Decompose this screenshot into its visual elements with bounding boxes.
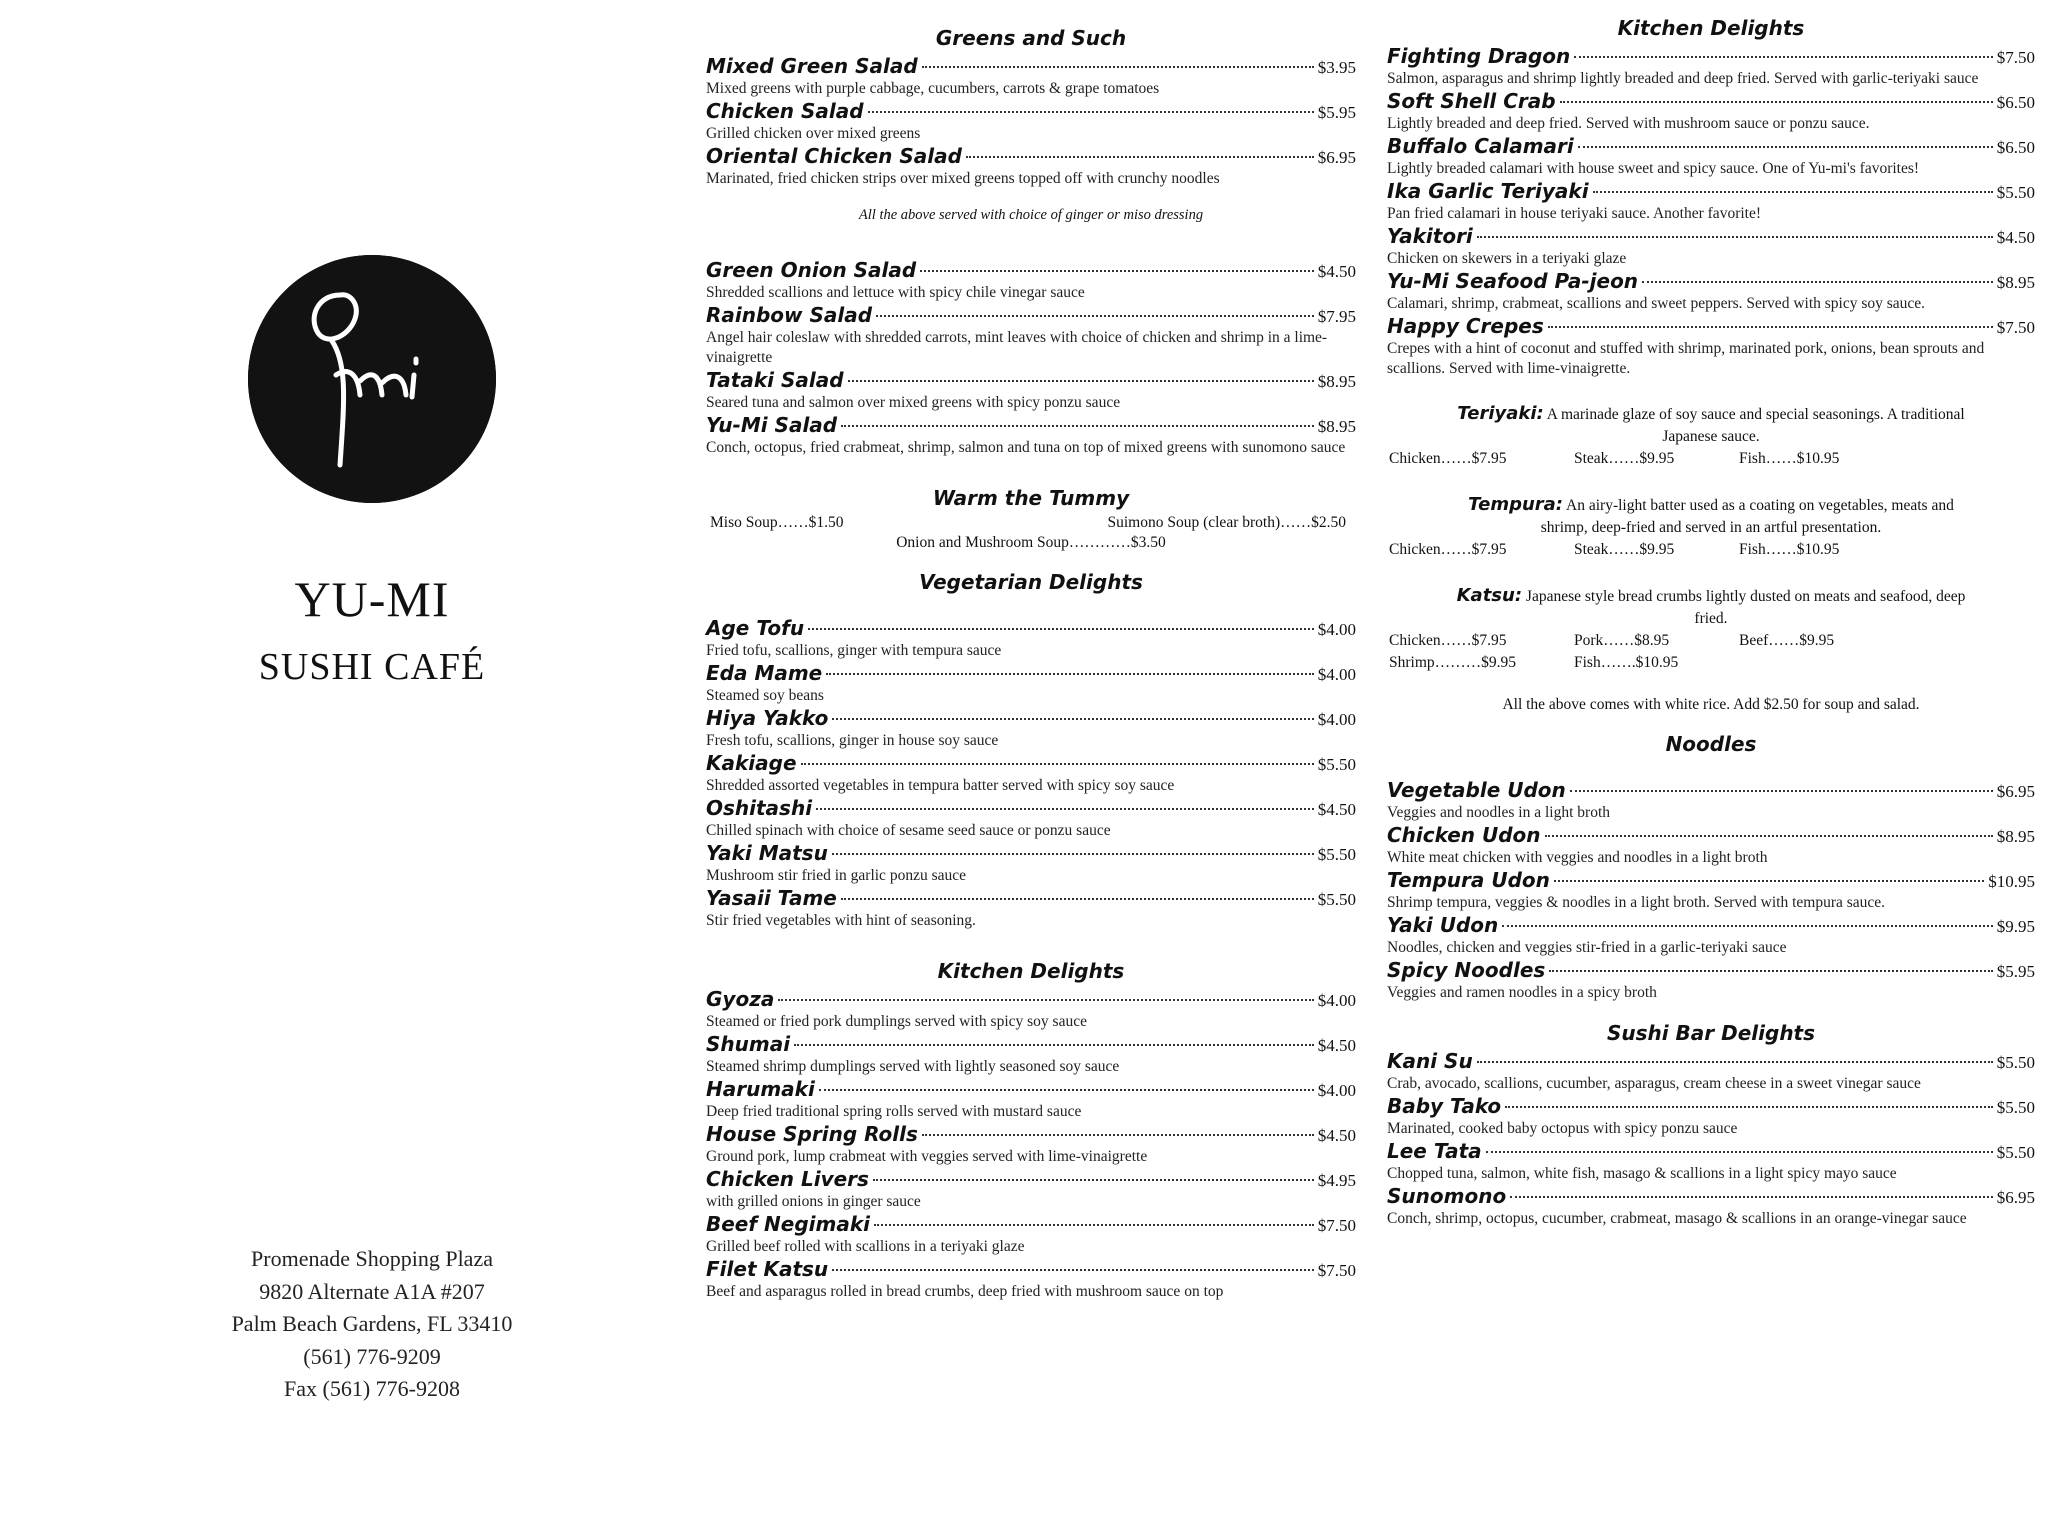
dot-leader: [1578, 146, 1993, 148]
menu-item-name: Rainbow Salad: [706, 303, 873, 327]
tempura-block: [1387, 494, 2035, 561]
dot-leader: [1560, 101, 1993, 103]
menu-item-description: Noodles, chicken and veggies stir-fried in a garlic-teriyaki sauce: [1387, 939, 1787, 956]
menu-item-name: Hiya Yakko: [706, 706, 829, 730]
menu-item-price: $8.95: [1317, 417, 1356, 436]
menu-item-name: Shumai: [706, 1032, 791, 1056]
dot-leader: [874, 1224, 1314, 1226]
dot-leader: [848, 380, 1314, 382]
menu-item-name: Chicken Udon: [1387, 823, 1541, 847]
tempura-steak: Steak……$9.95: [1574, 541, 1675, 558]
tempura-desc: An airy-light batter used as a coating on vegetables, meats and shrimp, deep-fried and served in an artful presentation.: [1540, 497, 1954, 536]
menu-item-price: $8.95: [1317, 372, 1356, 391]
menu-item: [706, 706, 1356, 751]
dot-leader: [1505, 1106, 1993, 1108]
menu-item: [706, 144, 1356, 189]
dot-leader: [832, 1269, 1314, 1271]
menu-item: [1387, 913, 2035, 958]
menu-item-description: Conch, octopus, fried crabmeat, shrimp, salmon and tuna on top of mixed greens with sunomono sauce: [706, 439, 1346, 456]
menu-item-price: $4.50: [1317, 800, 1356, 819]
dot-leader: [876, 315, 1314, 317]
menu-item-name: Yasaii Tame: [706, 886, 837, 910]
menu-item-price: $4.00: [1317, 1081, 1356, 1100]
menu-item-price: $6.95: [1317, 148, 1356, 167]
menu-item-description: Marinated, cooked baby octopus with spicy ponzu sauce: [1387, 1120, 1738, 1137]
menu-item-name: House Spring Rolls: [706, 1122, 918, 1146]
menu-item: [1387, 1184, 2035, 1229]
menu-item-name: Spicy Noodles: [1387, 958, 1546, 982]
menu-item-price: $4.00: [1317, 991, 1356, 1010]
menu-item-price: $4.50: [1317, 1036, 1356, 1055]
menu-item-price: $5.95: [1317, 103, 1356, 122]
dot-leader: [966, 156, 1314, 158]
menu-right-column: [1387, 0, 2035, 1508]
menu-item-name: Vegetable Udon: [1387, 778, 1566, 802]
menu-item-name: Filet Katsu: [706, 1257, 829, 1281]
menu-item-name: Sunomono: [1387, 1184, 1507, 1208]
katsu-chicken: Chicken……$7.95: [1389, 632, 1507, 649]
menu-item: [706, 796, 1356, 841]
menu-item: [1387, 958, 2035, 1003]
menu-item-name: Eda Mame: [706, 661, 823, 685]
menu-item: [706, 258, 1356, 303]
teriyaki-chicken: Chicken……$7.95: [1389, 450, 1507, 467]
menu-item-description: Lightly breaded and deep fried. Served with mushroom sauce or ponzu sauce.: [1387, 115, 1870, 132]
menu-item-price: $4.00: [1317, 665, 1356, 684]
dot-leader: [841, 898, 1314, 900]
restaurant-name: YU-MI: [294, 571, 450, 627]
menu-item-description: Steamed shrimp dumplings served with lightly seasoned soy sauce: [706, 1058, 1120, 1075]
dot-leader: [826, 673, 1314, 675]
menu-item: [706, 841, 1356, 886]
menu-item-price: $4.95: [1317, 1171, 1356, 1190]
dot-leader: [922, 1134, 1314, 1136]
menu-item-description: Steamed or fried pork dumplings served with spicy soy sauce: [706, 1013, 1087, 1030]
menu-item-price: $5.50: [1317, 890, 1356, 909]
dot-leader: [1570, 790, 1993, 792]
dot-leader: [1502, 925, 1992, 927]
menu-item-price: $6.50: [1996, 93, 2035, 112]
menu-item-name: Happy Crepes: [1387, 314, 1544, 338]
menu-item: [1387, 269, 2035, 314]
menu-item-description: Deep fried traditional spring rolls served with mustard sauce: [706, 1103, 1082, 1120]
menu-item-description: Pan fried calamari in house teriyaki sauce. Another favorite!: [1387, 205, 1762, 222]
menu-item-price: $4.00: [1317, 710, 1356, 729]
menu-item-price: $8.95: [1996, 827, 2035, 846]
katsu-fish: Fish…….$10.95: [1574, 654, 1679, 671]
menu-item-name: Beef Negimaki: [706, 1212, 871, 1236]
menu-item-name: Buffalo Calamari: [1387, 134, 1574, 158]
dot-leader: [832, 718, 1313, 720]
menu-item-description: Crepes with a hint of coconut and stuffed with shrimp, marinated pork, onions, bean sprouts and scallions. Served with lime-vinaigrette.: [1387, 340, 1985, 377]
dot-leader: [1486, 1151, 1993, 1153]
menu-item-description: Shrimp tempura, veggies & noodles in a light broth. Served with tempura sauce.: [1387, 894, 1886, 911]
dressing-note: All the above served with choice of ginger or miso dressing: [858, 207, 1204, 223]
dot-leader: [778, 999, 1313, 1001]
menu-item-price: $7.50: [1996, 318, 2035, 337]
menu-item-price: $7.95: [1317, 307, 1356, 326]
menu-item-description: Fried tofu, scallions, ginger with tempura sauce: [706, 642, 1002, 659]
dot-leader: [1642, 281, 1993, 283]
menu-item-name: Age Tofu: [706, 616, 805, 640]
menu-item-name: Kakiage: [706, 751, 797, 775]
teriyaki-label: Teriyaki:: [1457, 403, 1544, 424]
menu-item-price: $6.95: [1996, 782, 2035, 801]
menu-item-price: $6.95: [1996, 1188, 2035, 1207]
tempura-label: Tempura:: [1468, 494, 1563, 515]
menu-item-description: Chilled spinach with choice of sesame seed sauce or ponzu sauce: [706, 822, 1111, 839]
katsu-block: [1387, 585, 2035, 674]
menu-item: [706, 303, 1356, 368]
menu-item-description: Fresh tofu, scallions, ginger in house soy sauce: [706, 732, 999, 749]
menu-item: [706, 413, 1356, 458]
menu-item-description: Crab, avocado, scallions, cucumber, asparagus, cream cheese in a sweet vinegar sauce: [1387, 1075, 1921, 1092]
menu-item-description: Seared tuna and salmon over mixed greens with spicy ponzu sauce: [706, 394, 1121, 411]
menu-item-description: Grilled beef rolled with scallions in a teriyaki glaze: [706, 1238, 1025, 1255]
menu-item-price: $5.50: [1996, 1098, 2035, 1117]
tempura-chicken: Chicken……$7.95: [1389, 541, 1507, 558]
dot-leader: [873, 1179, 1314, 1181]
menu-item: [706, 886, 1356, 931]
menu-item: [706, 368, 1356, 413]
menu-item-price: $4.50: [1996, 228, 2035, 247]
menu-item-name: Soft Shell Crab: [1387, 89, 1556, 113]
menu-item: [706, 987, 1356, 1032]
menu-item-price: $5.95: [1996, 962, 2035, 981]
menu-item-description: White meat chicken with veggies and noodles in a light broth: [1387, 849, 1768, 866]
section-title-sushibar: Sushi Bar Delights: [1606, 1021, 1816, 1045]
dot-leader: [1554, 880, 1984, 882]
dot-leader: [819, 1089, 1314, 1091]
katsu-desc: Japanese style bread crumbs lightly dusted on meats and seafood, deep fried.: [1525, 588, 1966, 627]
menu-item-description: Beef and asparagus rolled in bread crumbs, deep fried with mushroom sauce on top: [706, 1283, 1224, 1300]
menu-item-name: Yaki Matsu: [706, 841, 828, 865]
menu-item: [706, 1122, 1356, 1167]
address-line-2: 9820 Alternate A1A #207: [259, 1278, 485, 1304]
katsu-label: Katsu:: [1456, 585, 1523, 606]
menu-item-name: Lee Tata: [1387, 1139, 1482, 1163]
address-line-3: Palm Beach Gardens, FL 33410: [231, 1311, 513, 1336]
dot-leader: [868, 111, 1314, 113]
menu-item-description: Veggies and noodles in a light broth: [1387, 804, 1610, 821]
menu-item: [1387, 868, 2035, 913]
menu-item-price: $7.50: [1317, 1261, 1356, 1280]
menu-item-name: Baby Tako: [1387, 1094, 1502, 1118]
menu-item-name: Gyoza: [706, 987, 775, 1011]
menu-item-name: Ika Garlic Teriyaki: [1387, 179, 1589, 203]
section-title-kitchen-1: Kitchen Delights: [937, 959, 1125, 983]
menu-item: [1387, 134, 2035, 179]
yumi-logo: [248, 255, 496, 503]
menu-item-description: Salmon, asparagus and shrimp lightly breaded and deep fried. Served with garlic-teriyaki sauce: [1387, 70, 1979, 87]
katsu-beef: Beef……$9.95: [1739, 632, 1835, 649]
onion-mushroom-soup: Onion and Mushroom Soup…………$3.50: [896, 534, 1166, 551]
menu-item: [1387, 1094, 2035, 1139]
menu-item: [1387, 1049, 2035, 1094]
menu-item: [706, 1167, 1356, 1212]
miso-soup: Miso Soup……$1.50: [710, 514, 844, 531]
menu-item-name: Yu-Mi Salad: [706, 413, 838, 437]
dot-leader: [920, 270, 1314, 272]
menu-item-price: $6.50: [1996, 138, 2035, 157]
dot-leader: [922, 66, 1314, 68]
katsu-pork: Pork……$8.95: [1574, 632, 1670, 649]
menu-item-price: $3.95: [1317, 58, 1356, 77]
menu-item: [706, 751, 1356, 796]
dot-leader: [1549, 970, 1992, 972]
menu-item-description: Marinated, fried chicken strips over mixed greens topped off with crunchy noodles: [706, 170, 1220, 187]
address-line-1: Promenade Shopping Plaza: [251, 1246, 493, 1271]
menu-item-price: $9.95: [1996, 917, 2035, 936]
fax-number: Fax (561) 776-9208: [284, 1376, 460, 1401]
section-title-kitchen-2: Kitchen Delights: [1617, 16, 1805, 40]
menu-item-description: Chicken on skewers in a teriyaki glaze: [1387, 250, 1627, 267]
menu-item-name: Harumaki: [706, 1077, 815, 1101]
dot-leader: [1593, 191, 1993, 193]
menu-item-name: Yaki Udon: [1387, 913, 1499, 937]
menu-item-description: Angel hair coleslaw with shredded carrots, mint leaves with choice of chicken and shrimp in a lime-vinaigrette: [706, 329, 1328, 366]
dot-leader: [794, 1044, 1314, 1046]
menu-item-price: $4.50: [1317, 262, 1356, 281]
rice-note: All the above comes with white rice. Add $2.50 for soup and salad.: [1502, 696, 1920, 713]
menu-item-description: with grilled onions in ginger sauce: [706, 1193, 921, 1210]
section-title-noodles: Noodles: [1665, 732, 1757, 756]
address-block: [0, 1243, 744, 1406]
menu-item-name: Chicken Livers: [706, 1167, 869, 1191]
menu-item-description: Stir fried vegetables with hint of seasoning.: [706, 912, 976, 929]
signature-logo-icon: [248, 255, 496, 503]
menu-item-description: Lightly breaded calamari with house sweet and spicy sauce. One of Yu-mi's favorites!: [1387, 160, 1920, 177]
dot-leader: [841, 425, 1314, 427]
menu-item-description: Shredded scallions and lettuce with spicy chile vinegar sauce: [706, 284, 1085, 301]
menu-item: [1387, 314, 2035, 379]
menu-item-description: Ground pork, lump crabmeat with veggies served with lime-vinaigrette: [706, 1148, 1148, 1165]
menu-item-name: Oriental Chicken Salad: [706, 144, 962, 168]
dot-leader: [1477, 236, 1993, 238]
menu-item: [706, 1032, 1356, 1077]
menu-item-price: $5.50: [1317, 755, 1356, 774]
menu-item-name: Mixed Green Salad: [706, 54, 918, 78]
menu-item-name: Chicken Salad: [706, 99, 864, 123]
tempura-fish: Fish……$10.95: [1739, 541, 1840, 558]
dot-leader: [1510, 1196, 1993, 1198]
menu-item: [706, 1257, 1356, 1302]
teriyaki-fish: Fish……$10.95: [1739, 450, 1840, 467]
section-title-greens: Greens and Such: [935, 26, 1127, 50]
menu-item-price: $5.50: [1996, 1053, 2035, 1072]
menu-item-description: Steamed soy beans: [706, 687, 824, 704]
menu-item: [1387, 1139, 2035, 1184]
menu-item-description: Calamari, shrimp, crabmeat, scallions and sweet peppers. Served with spicy soy sauce.: [1387, 295, 1926, 312]
menu-item: [1387, 44, 2035, 89]
teriyaki-desc: A marinade glaze of soy sauce and special seasonings. A traditional Japanese sauce.: [1546, 406, 1965, 445]
menu-item-price: $10.95: [1988, 872, 2035, 891]
suimono-soup: Suimono Soup (clear broth)……$2.50: [1107, 514, 1346, 531]
teriyaki-block: [1387, 403, 2035, 470]
cover-panel: [0, 0, 700, 1492]
menu-item-price: $7.50: [1996, 48, 2035, 67]
dot-leader: [1548, 326, 1993, 328]
dot-leader: [808, 628, 1314, 630]
menu-item-description: Shredded assorted vegetables in tempura batter served with spicy soy sauce: [706, 777, 1175, 794]
menu-item-description: Conch, shrimp, octopus, cucumber, crabmeat, masago & scallions in an orange-vinegar sauce: [1387, 1210, 1967, 1227]
katsu-shrimp: Shrimp………$9.95: [1389, 654, 1517, 671]
menu-item-price: $4.00: [1317, 620, 1356, 639]
soup-row: [706, 514, 1356, 532]
phone-number: (561) 776-9209: [303, 1343, 441, 1369]
dot-leader: [832, 853, 1314, 855]
teriyaki-steak: Steak……$9.95: [1574, 450, 1675, 467]
menu-item-description: Mixed greens with purple cabbage, cucumbers, carrots & grape tomatoes: [706, 80, 1160, 97]
menu-item: [706, 99, 1356, 144]
menu-item: [706, 54, 1356, 99]
menu-item-name: Yu-Mi Seafood Pa-jeon: [1387, 269, 1639, 293]
menu-item-name: Tataki Salad: [706, 368, 844, 392]
menu-item-price: $5.50: [1996, 1143, 2035, 1162]
menu-item: [706, 1077, 1356, 1122]
menu-item: [1387, 778, 2035, 823]
dot-leader: [1477, 1061, 1993, 1063]
menu-item: [706, 616, 1356, 661]
dot-leader: [801, 763, 1314, 765]
dot-leader: [816, 808, 1314, 810]
menu-item-price: $8.95: [1996, 273, 2035, 292]
menu-item: [1387, 823, 2035, 868]
dot-leader: [1545, 835, 1993, 837]
menu-item: [1387, 179, 2035, 224]
menu-item-price: $5.50: [1317, 845, 1356, 864]
menu-item-name: Yakitori: [1387, 224, 1473, 248]
section-title-soups: Warm the Tummy: [932, 486, 1130, 510]
menu-item-name: Fighting Dragon: [1387, 44, 1571, 68]
menu-middle-column: [706, 0, 1356, 1518]
menu-item-name: Tempura Udon: [1387, 868, 1550, 892]
menu-item-description: Veggies and ramen noodles in a spicy broth: [1387, 984, 1657, 1001]
restaurant-subtitle: SUSHI CAFÉ: [258, 646, 486, 688]
section-title-vegetarian: Vegetarian Delights: [919, 570, 1143, 594]
menu-item-name: Oshitashi: [706, 796, 813, 820]
menu-item-name: Green Onion Salad: [706, 258, 917, 282]
menu-item-price: $4.50: [1317, 1126, 1356, 1145]
menu-item-price: $7.50: [1317, 1216, 1356, 1235]
menu-item: [706, 661, 1356, 706]
menu-item-description: Chopped tuna, salmon, white fish, masago & scallions in a light spicy mayo sauce: [1387, 1165, 1897, 1182]
menu-item-price: $5.50: [1996, 183, 2035, 202]
menu-item-description: Mushroom stir fried in garlic ponzu sauce: [706, 867, 966, 884]
menu-item: [1387, 224, 2035, 269]
menu-item: [1387, 89, 2035, 134]
dot-leader: [1574, 56, 1992, 58]
menu-item-description: Grilled chicken over mixed greens: [706, 125, 921, 142]
menu-item: [706, 1212, 1356, 1257]
menu-item-name: Kani Su: [1387, 1049, 1473, 1073]
